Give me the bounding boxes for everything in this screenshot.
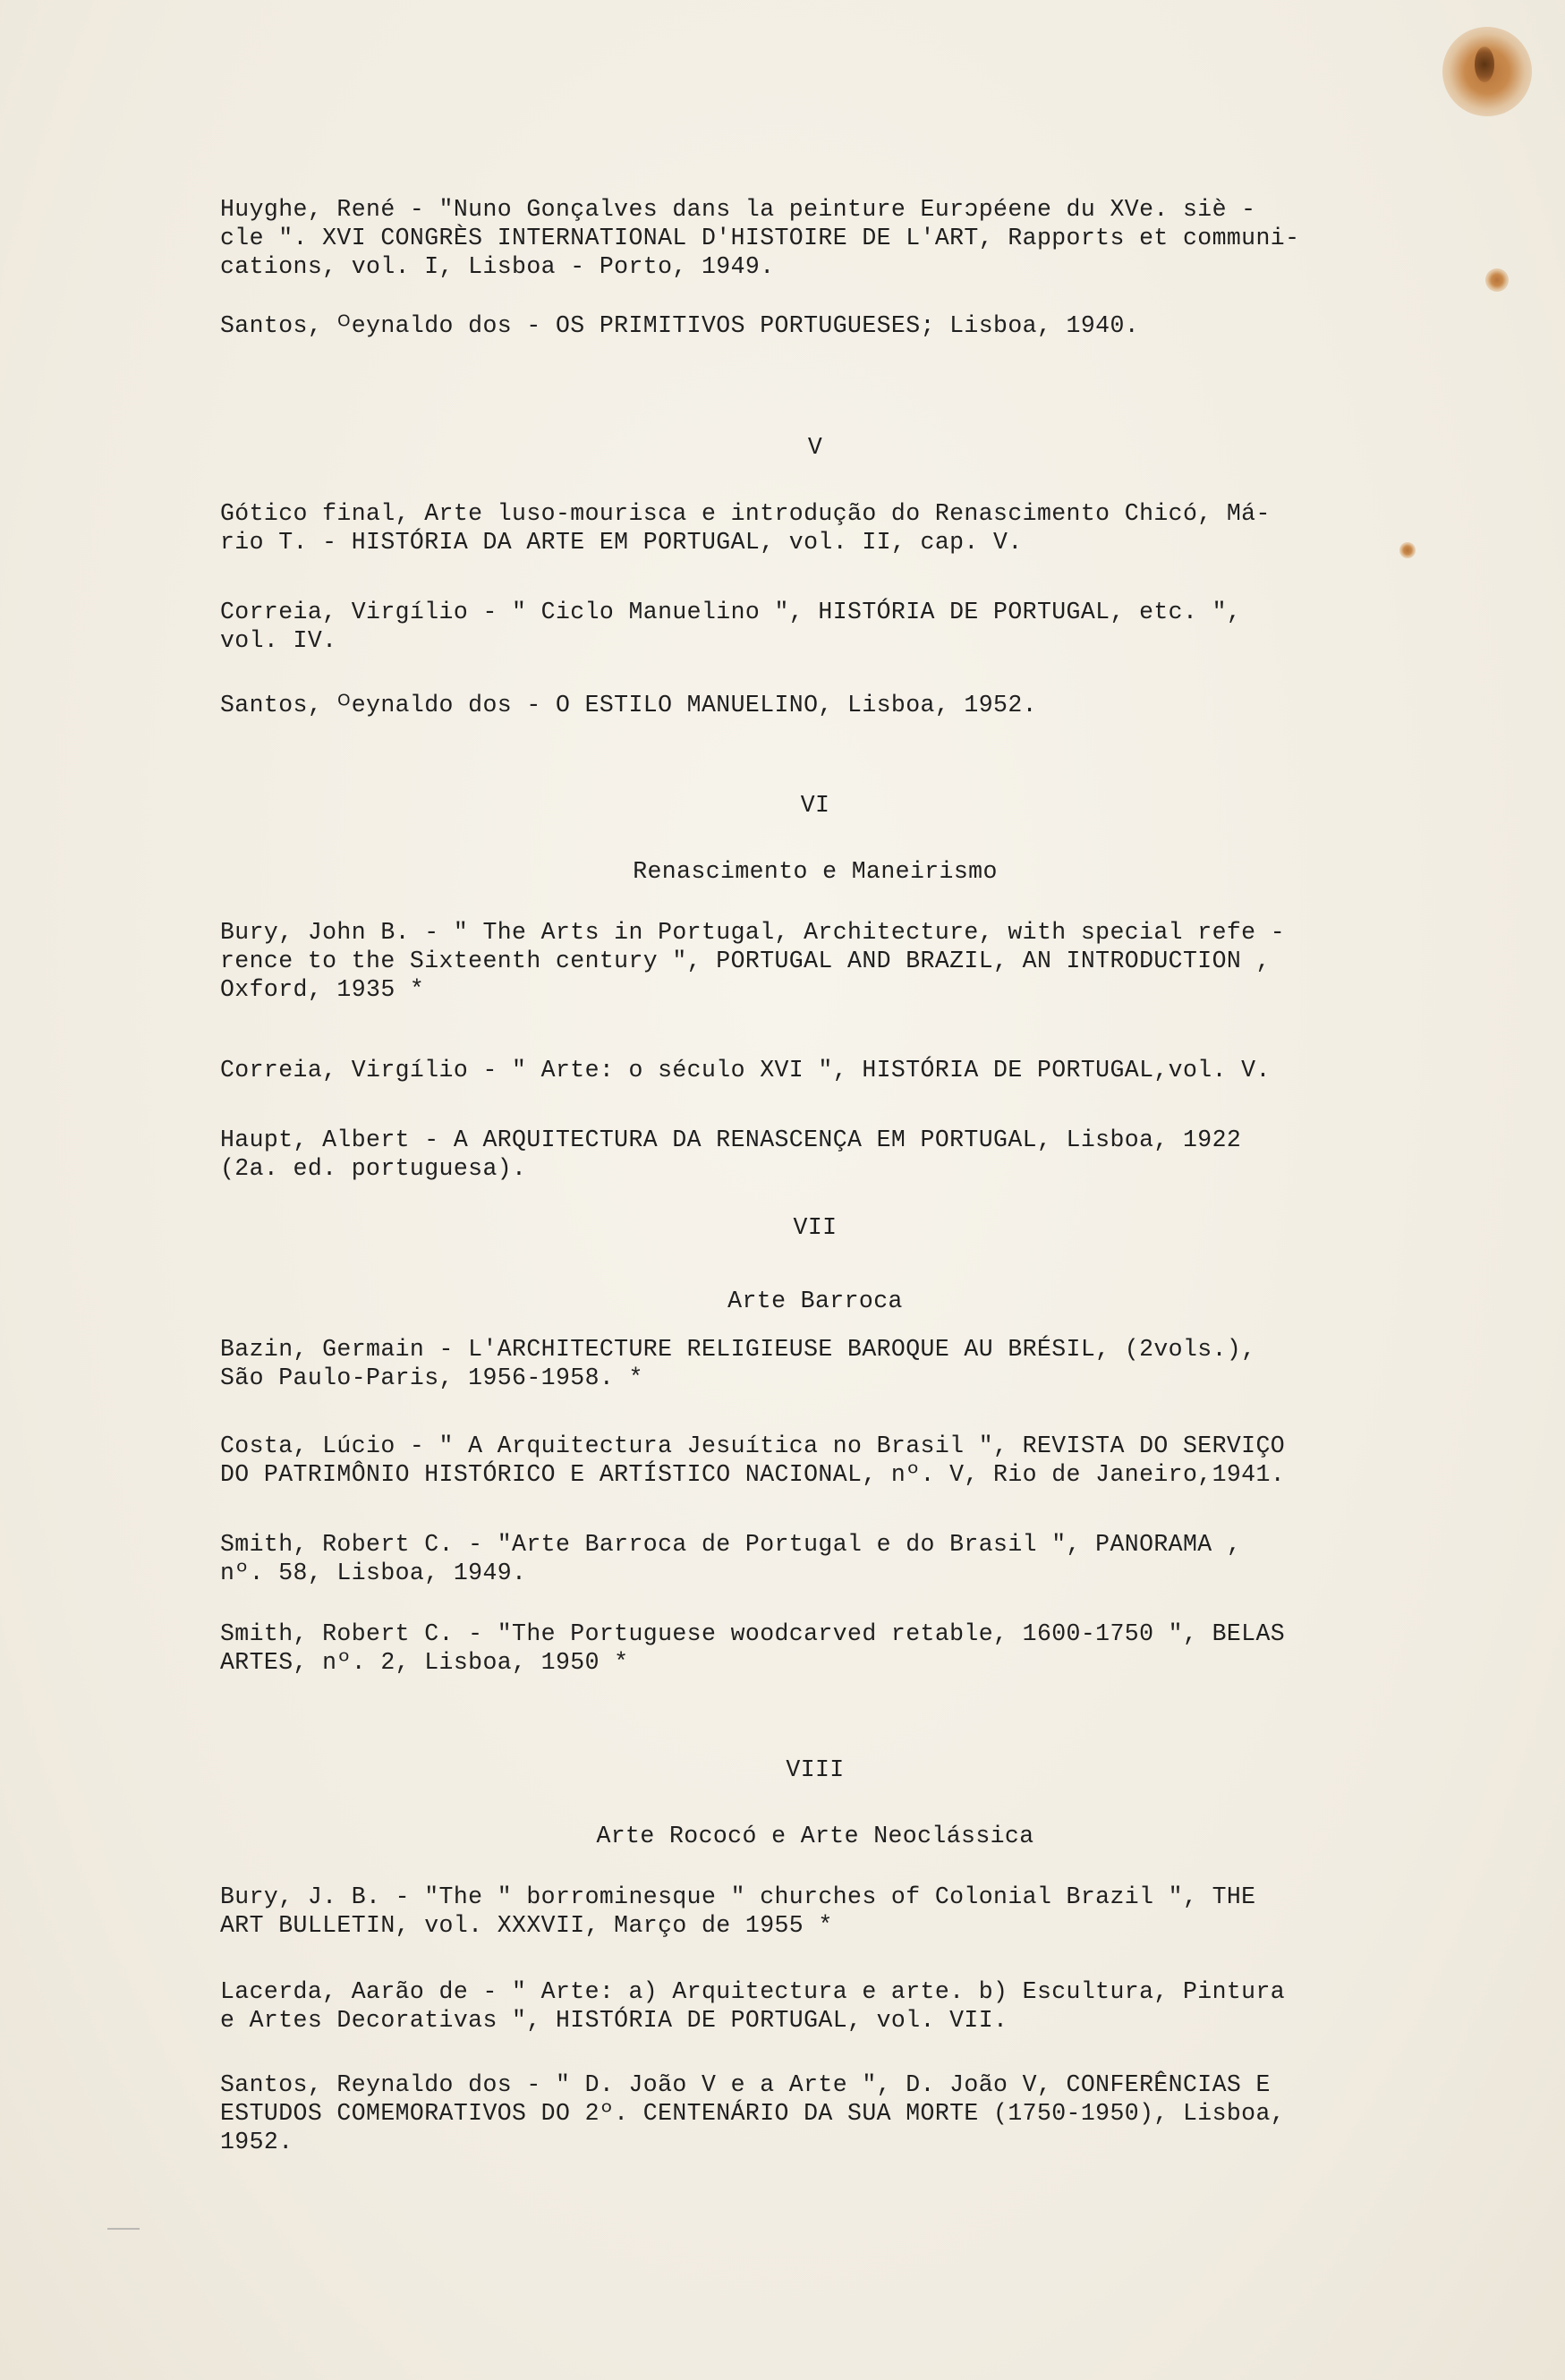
- bib-entry-smith-barroca: Smith, Robert C. - "Arte Barroca de Portugal e do Brasil ", PANORAMA , nº. 58, Lisboa, 1949.: [220, 1531, 1242, 1586]
- bib-entry-santos-joao: Santos, Reynaldo dos - " D. João V e a Arte ", D. João V, CONFERÊNCIAS E ESTUDOS COMEMORATIVOS DO 2º. CENTENÁRIO DA SUA MORTE (1750-1950), Lisboa, 1952.: [220, 2071, 1286, 2155]
- section-subheading-vi: Renascimento e Maneirismo: [633, 858, 998, 885]
- bib-entry-gotico: Gótico final, Arte luso-mourisca e introdução do Renascimento Chicó, Má- rio T. - HISTÓRIA DA ARTE EM PORTUGAL, vol. II, cap. V.: [220, 500, 1271, 556]
- bib-entry-huyghe: Huyghe, René - "Nuno Gonçalves dans la peinture Eurɔpéene du XVe. siè - cle ". XVI CONGRÈS INTERNATIONAL D'HISTOIRE DE L'ART, Rapports et communi- cations, vol. I, Lisboa - Porto, 1949.: [220, 196, 1300, 280]
- bib-entry-bazin: Bazin, Germain - L'ARCHITECTURE RELIGIEUSE BAROQUE AU BRÉSIL, (2vols.), São Paulo-Paris, 1956-1958. *: [220, 1336, 1256, 1391]
- bib-entry-bury-arts: Bury, John B. - " The Arts in Portugal, Architecture, with special refe - rence to the Sixteenth century ", PORTUGAL AND BRAZIL, AN INTRODUCTION , Oxford, 1935 *: [220, 919, 1286, 1003]
- section-heading-viii: VIII: [786, 1756, 845, 1783]
- bib-entry-costa: Costa, Lúcio - " A Arquitectura Jesuítica no Brasil ", REVISTA DO SERVIÇO DO PATRIMÔNIO HISTÓRICO E ARTÍSTICO NACIONAL, nº. V, Rio de Janeiro,1941.: [220, 1432, 1286, 1488]
- rust-spot: [1485, 268, 1509, 292]
- section-subheading-vii: Arte Barroca: [727, 1288, 903, 1314]
- rust-stain-core: [1475, 47, 1494, 82]
- bib-entry-correia-manuelino: Correia, Virgílio - " Ciclo Manuelino ", HISTÓRIA DE PORTUGAL, etc. ", vol. IV.: [220, 599, 1242, 654]
- section-heading-vii: VII: [793, 1214, 838, 1241]
- section-heading-v: V: [807, 434, 823, 461]
- section-heading-vi: VI: [800, 792, 830, 819]
- bib-entry-santos-manuelino: Santos, ᴼeynaldo dos - O ESTILO MANUELINO, Lisboa, 1952.: [220, 692, 1037, 718]
- bibliography: [220, 195, 1410, 2156]
- bib-entry-smith-retable: Smith, Robert C. - "The Portuguese woodcarved retable, 1600-1750 ", BELAS ARTES, nº. 2, Lisboa, 1950 *: [220, 1620, 1286, 1676]
- bib-entry-santos-primitivos: Santos, ᴼeynaldo dos - OS PRIMITIVOS PORTUGUESES; Lisboa, 1940.: [220, 312, 1140, 339]
- bib-entry-bury-borrominesque: Bury, J. B. - "The " borrominesque " churches of Colonial Brazil ", THE ART BULLETIN, vol. XXXVII, Março de 1955 *: [220, 1883, 1256, 1939]
- bib-entry-correia-arte: Correia, Virgílio - " Arte: o século XVI ", HISTÓRIA DE PORTUGAL,vol. V.: [220, 1057, 1271, 1084]
- bib-entry-haupt: Haupt, Albert - A ARQUITECTURA DA RENASCENÇA EM PORTUGAL, Lisboa, 1922 (2a. ed. portuguesa).: [220, 1126, 1242, 1182]
- margin-mark: [107, 2228, 140, 2230]
- section-subheading-viii: Arte Rococó e Arte Neoclássica: [596, 1823, 1034, 1849]
- bib-entry-lacerda: Lacerda, Aarão de - " Arte: a) Arquitectura e arte. b) Escultura, Pintura e Artes Decorativas ", HISTÓRIA DE PORTUGAL, vol. VII.: [220, 1978, 1286, 2034]
